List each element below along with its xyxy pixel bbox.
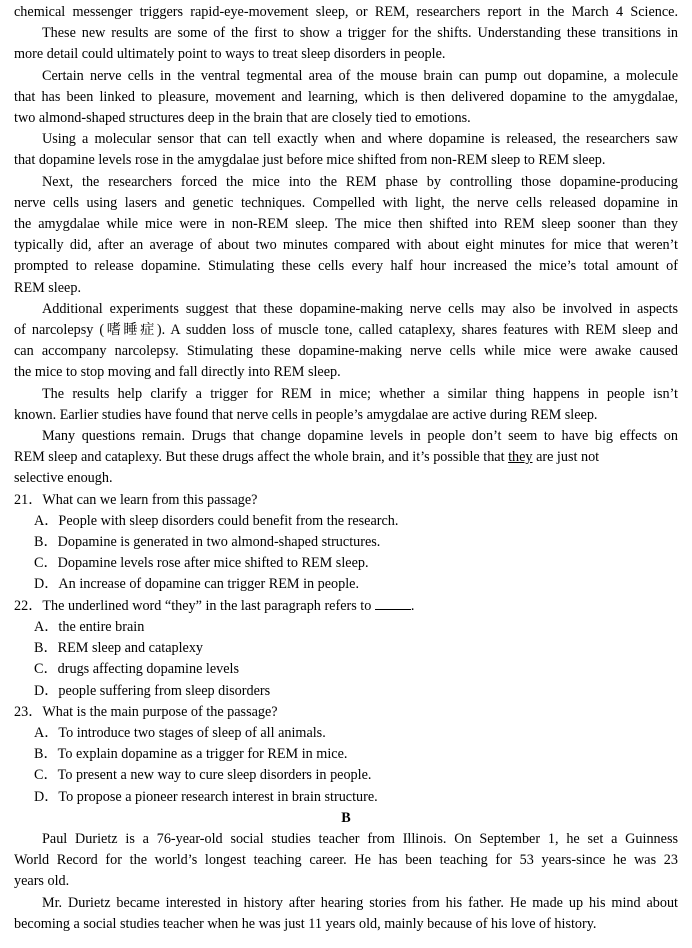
passage-line: The results help clarify a trigger for REM in mice; whether a similar thing happens in people isn’t <box>42 385 678 402</box>
passage-line: the mice to stop moving and fall directly into REM sleep. <box>14 364 341 381</box>
passage-line: typically did, after an average of about two minutes compared with about eight minutes for mice that weren’t <box>14 237 678 254</box>
passage-line: of narcolepsy (嗜睡症). A sudden loss of muscle tone, called cataplexy, shares features with REM sleep and <box>14 322 678 339</box>
passage-line: These new results are some of the first to show a trigger for the shifts. Understanding these transitions in <box>42 25 678 42</box>
passage-text: REM sleep and cataplexy. But these drugs affect the whole brain, and it’s possible that <box>14 449 509 466</box>
passage-line: Using a molecular sensor that can tell exactly when and where dopamine is released, the researchers saw <box>42 131 678 148</box>
section-b <box>14 808 678 935</box>
passage-line: prompted to release dopamine. Stimulating these cells every half hour increased the mice’s total amount of <box>14 258 678 275</box>
passage-line: the amygdalae while mice were in non-REM sleep. The mice then shifted into REM sleep sooner than they <box>14 216 678 233</box>
question-22 <box>14 596 678 702</box>
question-stem: 23．What is the main purpose of the passage? <box>14 703 278 720</box>
passage-a <box>14 2 678 490</box>
question-stem-text: 22．The underlined word “they” in the last paragraph refers to <box>14 597 372 614</box>
passage-line: Paul Durietz is a 76-year-old social studies teacher from Illinois. On September 1, he set a Guinness <box>42 830 678 847</box>
passage-line <box>14 447 678 468</box>
passage-line: chemical messenger triggers rapid-eye-movement sleep, or REM, researchers report in the March 4 Science. <box>14 4 678 20</box>
passage-line: Next, the researchers forced the mice into the REM phase by controlling those dopamine-producing <box>42 173 678 190</box>
passage-line: Additional experiments suggest that these dopamine-making nerve cells may also be involved in aspects <box>42 300 678 317</box>
answer-option[interactable]: C．Dopamine levels rose after mice shifted to REM sleep. <box>34 555 369 572</box>
passage-line: Many questions remain. Drugs that change dopamine levels in people don’t seem to have big effects on <box>42 428 678 445</box>
passage-line: Certain nerve cells in the ventral tegmental area of the mouse brain can pump out dopamine, a molecule <box>42 67 678 84</box>
question-21 <box>14 490 678 596</box>
passage-line: more detail could ultimately point to ways to treat sleep disorders in people. <box>14 46 446 63</box>
answer-blank <box>375 608 411 610</box>
passage-line: selective enough. <box>14 470 113 487</box>
answer-option[interactable]: A．People with sleep disorders could benefit from the research. <box>34 512 399 529</box>
section-heading: B <box>341 809 351 826</box>
question-stem-end: . <box>410 597 415 614</box>
answer-option[interactable]: C．To present a new way to cure sleep disorders in people. <box>34 767 372 784</box>
passage-line: Mr. Durietz became interested in history after hearing stories from his father. He made up his mind about <box>42 894 678 911</box>
answer-option[interactable]: B．Dopamine is generated in two almond-shaped structures. <box>34 534 381 551</box>
answer-option[interactable]: D．An increase of dopamine can trigger REM in people. <box>34 576 360 593</box>
passage-text: are just not <box>532 449 600 466</box>
answer-option[interactable]: B．REM sleep and cataplexy <box>34 640 204 657</box>
passage-line: becoming a social studies teacher when he was just 11 years old, mainly because of his love of history. <box>14 915 597 932</box>
question-23 <box>14 702 678 808</box>
underlined-word-they: they <box>508 449 533 466</box>
answer-option[interactable]: D．people suffering from sleep disorders <box>34 682 271 699</box>
passage-line: can accompany narcolepsy. Stimulating these dopamine-making nerve cells while mice were awake caused <box>14 343 678 360</box>
answer-option[interactable]: A．the entire brain <box>34 618 145 635</box>
passage-line: years old. <box>14 873 70 890</box>
passage-line: known. Earlier studies have found that nerve cells in people’s amygdalae are active during REM sleep. <box>14 406 598 423</box>
passage-line: World Record for the world’s longest teaching career. He has been teaching for 53 years-since he was 23 <box>14 852 678 869</box>
passage-line: two almond-shaped structures deep in the brain that are closely tied to emotions. <box>14 110 471 127</box>
passage-line: that has been linked to pleasure, movement and learning, which is then delivered dopamine to the amygdalae, <box>14 88 678 105</box>
passage-line: REM sleep. <box>14 279 81 296</box>
answer-option[interactable]: B．To explain dopamine as a trigger for REM in mice. <box>34 746 348 763</box>
passage-line: nerve cells using lasers and genetic techniques. Compelled with light, the nerve cells released dopamine in <box>14 194 678 211</box>
passage-line: that dopamine levels rose in the amygdalae just before mice shifted from non-REM sleep to REM sleep. <box>14 152 606 169</box>
answer-option[interactable]: D．To propose a pioneer research interest in brain structure. <box>34 788 378 805</box>
question-stem <box>14 596 678 617</box>
question-stem: 21．What can we learn from this passage? <box>14 491 258 508</box>
answer-option[interactable]: A．To introduce two stages of sleep of all animals. <box>34 724 326 741</box>
answer-option[interactable]: C．drugs affecting dopamine levels <box>34 661 240 678</box>
